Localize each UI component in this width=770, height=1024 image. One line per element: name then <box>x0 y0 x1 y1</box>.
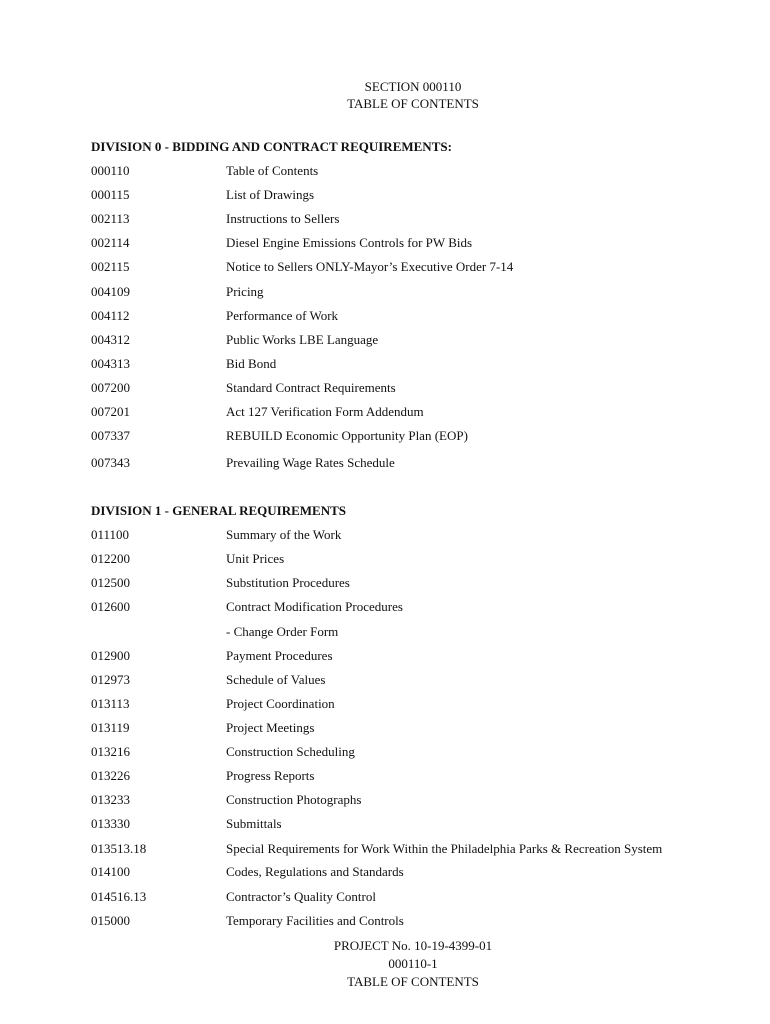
toc-entry <box>91 671 711 689</box>
toc-entry <box>91 307 711 325</box>
toc-entry-title: Submittals <box>226 816 282 831</box>
toc-entry <box>91 791 711 809</box>
toc-entry <box>91 234 711 252</box>
toc-entry-code: 012200 <box>91 551 130 566</box>
toc-entry <box>91 623 711 641</box>
toc-entry <box>91 283 711 301</box>
toc-entry <box>91 574 711 592</box>
toc-entry-title: Construction Photographs <box>226 792 362 807</box>
toc-entry <box>91 767 711 785</box>
toc-entry <box>91 719 711 737</box>
toc-entry-title: - Change Order Form <box>226 624 339 639</box>
toc-entry <box>91 427 711 445</box>
toc-entry-title: Project Meetings <box>226 720 315 735</box>
toc-entry-title: Substitution Procedures <box>226 575 350 590</box>
toc-entry-title: Table of Contents <box>226 163 319 178</box>
toc-entry-code: 002114 <box>91 235 130 250</box>
toc-entry-title: List of Drawings <box>226 187 315 202</box>
toc-entry-title: Prevailing Wage Rates Schedule <box>226 455 395 470</box>
toc-entry-title: Bid Bond <box>226 356 277 371</box>
toc-entry-code: 002115 <box>91 259 130 274</box>
toc-entry-title: Public Works LBE Language <box>226 332 379 347</box>
toc-entry-code: 000115 <box>91 187 130 202</box>
page-footer <box>0 937 770 991</box>
toc-entry-title: Payment Procedures <box>226 648 333 663</box>
toc-entry-title: Project Coordination <box>226 696 335 711</box>
toc-entry-title: Unit Prices <box>226 551 285 566</box>
toc-entry-title: Act 127 Verification Form Addendum <box>226 404 424 419</box>
toc-entry <box>91 379 711 397</box>
toc-entry-title: REBUILD Economic Opportunity Plan (EOP) <box>226 428 468 443</box>
toc-entry-code: 013216 <box>91 744 130 759</box>
page-header <box>0 78 770 112</box>
toc-entry-title: Pricing <box>226 284 264 299</box>
toc-entry-code: 014100 <box>91 864 130 879</box>
toc-entry-code: 007201 <box>91 404 130 419</box>
project-number: PROJECT No. 10-19-4399-01 <box>333 938 493 953</box>
toc-entry <box>91 647 711 665</box>
toc-entry-title: Special Requirements for Work Within the Philadelphia Parks & Recreation System <box>226 841 663 856</box>
toc-entry-title: Instructions to Sellers <box>226 211 340 226</box>
toc-entry <box>91 355 711 373</box>
toc-entry-title: Contractor’s Quality Control <box>226 889 376 904</box>
toc-entry-code: 012600 <box>91 599 130 614</box>
toc-entry-code: 012900 <box>91 648 130 663</box>
toc-entry <box>91 526 711 544</box>
toc-entry-code: 013226 <box>91 768 130 783</box>
toc-entry-title: Progress Reports <box>226 768 315 783</box>
toc-entry <box>91 598 711 616</box>
page-number: 000110-1 <box>388 956 438 971</box>
section-title: TABLE OF CONTENTS <box>347 96 479 111</box>
toc-entry-title: Codes, Regulations and Standards <box>226 864 404 879</box>
toc-entry-title: Notice to Sellers ONLY-Mayor’s Executive Order 7-14 <box>226 259 514 274</box>
toc-entry <box>91 863 711 881</box>
division-1-heading: DIVISION 1 - GENERAL REQUIREMENTS <box>91 503 346 518</box>
toc-entry-code: 013113 <box>91 696 130 711</box>
footer-title: TABLE OF CONTENTS <box>347 974 479 989</box>
toc-entry <box>91 550 711 568</box>
toc-entry-code: 002113 <box>91 211 130 226</box>
toc-entry-code: 007200 <box>91 380 130 395</box>
toc-entry-code: 004112 <box>91 308 130 323</box>
toc-entry-title: Contract Modification Procedures <box>226 599 403 614</box>
toc-entry-code: 015000 <box>91 913 130 928</box>
toc-entry <box>91 695 711 713</box>
toc-entry-title: Summary of the Work <box>226 527 342 542</box>
toc-entry-title: Standard Contract Requirements <box>226 380 396 395</box>
toc-entry-code: 004313 <box>91 356 130 371</box>
toc-entry-title: Performance of Work <box>226 308 339 323</box>
toc-entry <box>91 210 711 228</box>
toc-entry-code: 000110 <box>91 163 130 178</box>
toc-entry-title: Diesel Engine Emissions Controls for PW Bids <box>226 235 473 250</box>
toc-entry <box>91 888 711 906</box>
toc-entry <box>91 840 711 858</box>
toc-entry-code: 013513.18 <box>91 841 147 856</box>
toc-entry <box>91 403 711 421</box>
toc-entry-code: 012973 <box>91 672 130 687</box>
toc-entry-code: 014516.13 <box>91 889 147 904</box>
toc-entry-code: 013119 <box>91 720 130 735</box>
toc-entry <box>91 454 711 472</box>
toc-entry-code: 013330 <box>91 816 130 831</box>
toc-entry-code: 011100 <box>91 527 130 542</box>
toc-entry-title: Construction Scheduling <box>226 744 355 759</box>
toc-entry-title: Temporary Facilities and Controls <box>226 913 404 928</box>
toc-entry <box>91 743 711 761</box>
division-0-heading: DIVISION 0 - BIDDING AND CONTRACT REQUIREMENTS: <box>91 139 452 154</box>
section-number: SECTION 000110 <box>364 79 462 94</box>
toc-entry <box>91 186 711 204</box>
toc-entry-code: 007337 <box>91 428 130 443</box>
toc-entry <box>91 258 711 276</box>
toc-entry-code: 007343 <box>91 455 130 470</box>
toc-entry-code: 012500 <box>91 575 130 590</box>
toc-entry-code: 004109 <box>91 284 130 299</box>
toc-entry-title: Schedule of Values <box>226 672 326 687</box>
toc-entry <box>91 815 711 833</box>
toc-entry <box>91 331 711 349</box>
toc-entry <box>91 162 711 180</box>
toc-entry-code: 004312 <box>91 332 130 347</box>
toc-entry <box>91 912 711 930</box>
toc-entry-code: 013233 <box>91 792 130 807</box>
